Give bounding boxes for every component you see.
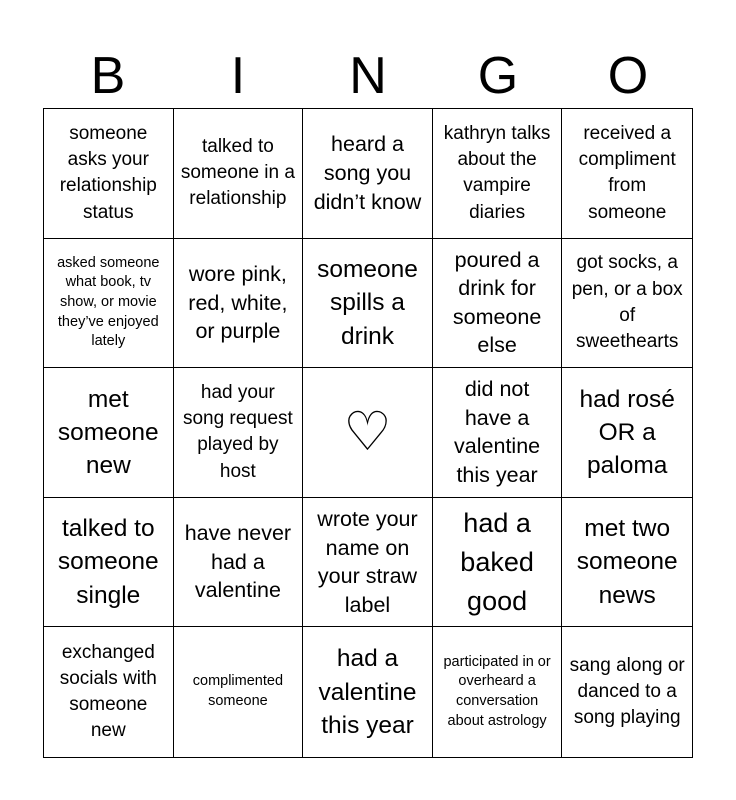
bingo-cell-text: someone spills a drink — [317, 255, 418, 350]
header-letter-n: N — [349, 47, 387, 105]
bingo-cell-text: have never had a valentine — [184, 521, 292, 603]
bingo-cell-text: wrote your name on your straw label — [317, 506, 418, 617]
bingo-cell-text: heard a song you didn’t know — [313, 132, 422, 214]
bingo-cell[interactable] — [174, 627, 304, 757]
heart-icon: ♡ — [343, 402, 392, 463]
bingo-cell-text: talked to someone single — [57, 515, 159, 609]
bingo-cell-text: met two someone news — [576, 515, 678, 609]
bingo-cell[interactable] — [44, 109, 174, 239]
bingo-cell-text: had a valentine this year — [318, 645, 417, 739]
bingo-cell[interactable] — [44, 239, 174, 369]
bingo-board — [43, 108, 693, 758]
bingo-cell-text: kathryn talks about the vampire diaries — [443, 122, 551, 223]
bingo-cell-text: asked someone what book, tv show, or movie they’ve enjoyed lately — [57, 254, 160, 350]
bingo-cell[interactable] — [562, 368, 692, 498]
bingo-cell-text: received a compliment from someone — [578, 122, 676, 223]
bingo-cell[interactable] — [174, 109, 304, 239]
bingo-cell[interactable] — [174, 239, 304, 369]
header-letter-o: O — [607, 47, 649, 105]
bingo-cell-text: poured a drink for someone else — [452, 247, 542, 358]
bingo-cell[interactable] — [303, 239, 433, 369]
bingo-cell[interactable] — [44, 368, 174, 498]
bingo-cell[interactable] — [433, 109, 563, 239]
bingo-cell[interactable] — [433, 627, 563, 757]
bingo-cell[interactable] — [44, 627, 174, 757]
bingo-cell[interactable] — [303, 109, 433, 239]
bingo-cell-text: got socks, a pen, or a box of sweethearts — [571, 252, 683, 353]
bingo-cell-text: had a baked good — [460, 507, 534, 616]
bingo-cell[interactable] — [303, 627, 433, 757]
header-letter-g: G — [477, 47, 519, 105]
bingo-cell[interactable] — [303, 498, 433, 628]
bingo-cell-text: sang along or danced to a song playing — [569, 654, 685, 729]
bingo-cell[interactable] — [174, 368, 304, 498]
bingo-cell[interactable] — [433, 239, 563, 369]
bingo-cell[interactable] — [562, 109, 692, 239]
bingo-cell[interactable] — [174, 498, 304, 628]
bingo-cell-text: complimented someone — [192, 673, 284, 710]
bingo-header — [43, 44, 693, 108]
bingo-cell[interactable] — [433, 368, 563, 498]
bingo-cell-text: someone asks your relationship status — [59, 122, 157, 223]
bingo-cell-text: had rosé OR a paloma — [579, 385, 675, 480]
bingo-cell-text: wore pink, red, white, or purple — [188, 262, 288, 344]
bingo-cell[interactable] — [562, 239, 692, 369]
bingo-cell[interactable] — [562, 627, 692, 757]
bingo-cell-text: had your song request played by host — [182, 382, 293, 482]
bingo-cell-text: talked to someone in a relationship — [180, 135, 295, 210]
bingo-cell[interactable] — [562, 498, 692, 628]
bingo-cell[interactable] — [44, 498, 174, 628]
free-space-cell[interactable] — [303, 368, 433, 498]
bingo-cell-text: met someone new — [57, 385, 159, 480]
header-letter-b: B — [90, 47, 126, 105]
header-letter-i: I — [230, 47, 246, 105]
bingo-cell-text: did not have a valentine this year — [454, 377, 541, 488]
bingo-cell-text: participated in or overheard a conversation about astrology — [443, 653, 551, 729]
bingo-cell-text: exchanged socials with someone new — [59, 641, 157, 742]
bingo-cell[interactable] — [433, 498, 563, 628]
